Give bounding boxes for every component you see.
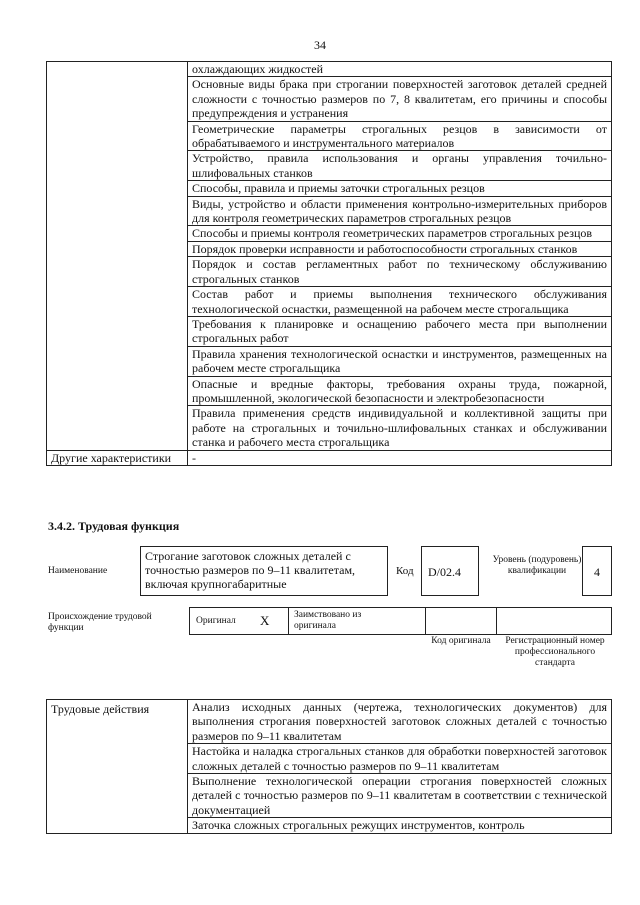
table-row: Основные виды брака при строгании поверхностей заготовок деталей средней сложности с точностью размеров по 7, 8 квалитетам, его причины и способы предупреждения и устранения [188,77,612,121]
code-caption: Код оригинала [431,636,491,646]
knowledge-table [46,61,612,466]
table-row: Настойка и наладка строгальных станков для обработки поверхностей заготовок сложных деталей с точностью размеров по 9–11 квалитетам [188,744,612,774]
table-row: Виды, устройство и области применения контрольно-измерительных приборов для контроля геометрических параметров строгальных резцов [188,196,612,226]
table-row: охлаждающих жидкостей [188,62,612,77]
table-row: Требования к планировке и оснащению рабочего места при выполнении строгальных работ [188,316,612,346]
table-row: Способы, правила и приемы заточки строгальных резцов [188,181,612,196]
table-row: Геометрические параметры строгальных резцов в зависимости от обрабатываемого и инструментального материалов [188,121,612,151]
table-row: Порядок проверки исправности и работоспособности строгальных станков [188,241,612,256]
table-row: Анализ исходных данных (чертежа, технологических документов) для выполнения строгания поверхностей заготовок сложных деталей с точностью размеров по 9–11 квалитетам [188,700,612,744]
table-row: Порядок и состав регламентных работ по техническому обслуживанию строгальных станков [188,257,612,287]
qualification-level: 4 [582,546,612,596]
code-label: Код [396,565,414,577]
origin-original-cell [189,607,289,635]
table-row: Способы и приемы контроля геометрических параметров строгальных резцов [188,226,612,241]
function-code: D/02.4 [421,546,479,596]
labor-actions-label: Трудовые действия [47,700,188,834]
table-row: Выполнение технологической операции строгания поверхностей сложных деталей с точностью размеров по 9–11 квалитетам в соответствии с технической документацией [188,774,612,818]
section-heading: 3.4.2. Трудовая функция [48,519,180,533]
labor-actions-table [46,699,612,834]
knowledge-label-cell [47,62,188,451]
table-row: Правила применения средств индивидуальной и коллективной защиты при работе на строгальных и точильно-шлифовальных станках и обслуживании станка и рабочего места строгальщика [188,406,612,450]
reg-caption: Регистрационный номер профессионального стандарта [505,636,605,668]
function-name: Строгание заготовок сложных деталей с точностью размеров по 9–11 квалитетам, включая крупногабаритные [140,546,388,596]
origin-label: Происхождение трудовой функции [48,612,152,633]
original-label: Оригинал [196,616,236,626]
origin-reg-cell [496,607,612,635]
name-label: Наименование [48,566,108,576]
borrowed-label: Заимствовано из оригинала [294,610,362,631]
table-row: Состав работ и приемы выполнения технического обслуживания технологической оснастки, размещенной на рабочем месте строгальщика [188,287,612,317]
table-row: Заточка сложных строгальных режущих инструментов, контроль [188,818,612,833]
page-number: 34 [314,38,326,52]
origin-code-cell [425,607,497,635]
table-row: Устройство, правила использования и органы управления точильно-шлифовальных станков [188,151,612,181]
level-label: Уровень (подуровень) квалификации [492,555,582,576]
original-mark: X [260,613,270,628]
other-characteristics-label: Другие характеристики [47,450,188,465]
table-row: Опасные и вредные факторы, требования охраны труда, пожарной, промышленной, экологической безопасности и электробезопасности [188,376,612,406]
other-characteristics-value: - [188,450,612,465]
origin-borrowed-cell [288,607,426,635]
table-row: Правила хранения технологической оснастки и инструментов, размещенных на рабочем месте строгальщика [188,346,612,376]
